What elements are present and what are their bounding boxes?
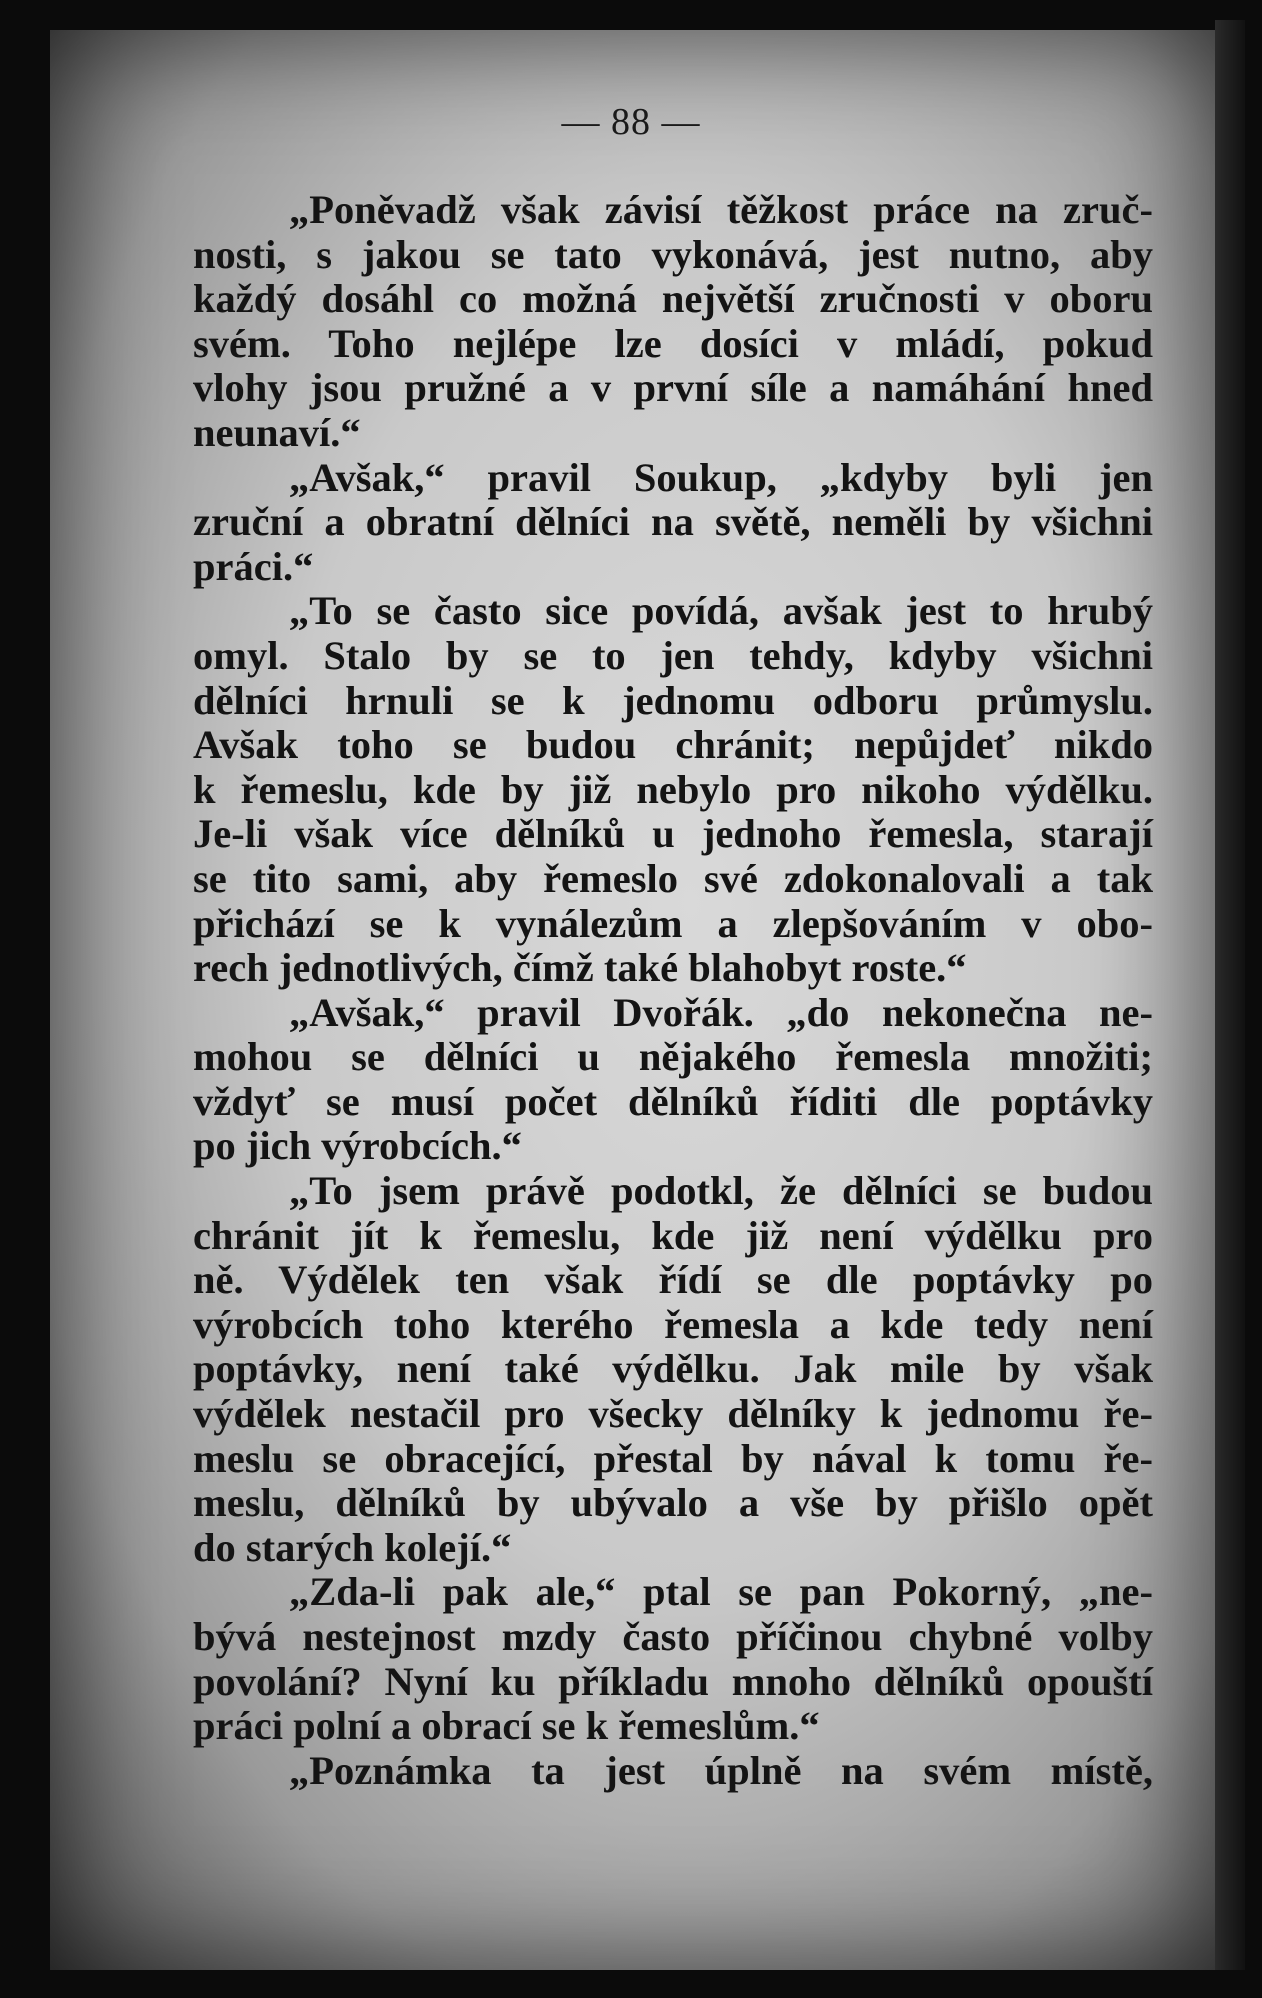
text-line: „Poněvadž však závisí těžkost práce na zruč- bbox=[289, 187, 1153, 232]
text-line: nosti, s jakou se tato vykonává, jest nutno, aby bbox=[193, 231, 1153, 277]
page-number: — 88 — bbox=[561, 101, 701, 143]
text-line: k řemeslu, kde by již nebylo pro nikoho výdělku. bbox=[193, 766, 1153, 812]
text-line: do starých kolejí.“ bbox=[193, 1524, 512, 1570]
text-line: chránit jít k řemeslu, kde již není výdělku pro bbox=[193, 1212, 1153, 1258]
text-line: každý dosáhl co možná největší zručnosti v oboru bbox=[193, 276, 1153, 322]
text-line: bývá nestejnost mzdy často příčinou chybné volby bbox=[193, 1614, 1153, 1659]
text-line: povolání? Nyní ku příkladu mnoho dělníků opouští bbox=[193, 1658, 1153, 1704]
text-line: Je-li však více dělníků u jednoho řemesla, starají bbox=[193, 811, 1153, 857]
text-line: svém. Toho nejlépe lze dosíci v mládí, pokud bbox=[193, 320, 1153, 366]
text-line: výdělek nestačil pro všecky dělníky k jednomu ře- bbox=[193, 1391, 1153, 1437]
text-line: „To jsem právě podotkl, že dělníci se budou bbox=[289, 1168, 1153, 1214]
text-line: se tito sami, aby řemeslo své zdokonalovali a tak bbox=[193, 855, 1153, 901]
text-line: „Zda-li pak ale,“ ptal se pan Pokorný, „ne- bbox=[289, 1569, 1153, 1615]
text-line: poptávky, není také výdělku. Jak mile by však bbox=[193, 1346, 1153, 1392]
text-line: vlohy jsou pružné a v první síle a namáhání hned bbox=[193, 365, 1153, 411]
body-text bbox=[193, 188, 1153, 1793]
text-line: výrobcích toho kterého řemesla a kde tedy není bbox=[193, 1301, 1153, 1347]
text-line: přichází se k vynálezům a zlepšováním v obo- bbox=[193, 900, 1153, 946]
text-line: „To se často sice povídá, avšak jest to hrubý bbox=[289, 588, 1153, 634]
text-line: zruční a obratní dělníci na světě, neměli by všichni bbox=[193, 499, 1153, 545]
text-line: „Avšak,“ pravil Dvořák. „do nekonečna ne- bbox=[289, 989, 1153, 1035]
text-line: práci polní a obrací se k řemeslům.“ bbox=[193, 1703, 820, 1749]
text-line: meslu se obracející, přestal by nával k tomu ře- bbox=[193, 1435, 1153, 1481]
text-line: mohou se dělníci u nějakého řemesla množiti; bbox=[193, 1034, 1153, 1080]
text-line: neunaví.“ bbox=[193, 409, 361, 455]
text-line: vždyť se musí počet dělníků říditi dle poptávky bbox=[193, 1078, 1153, 1124]
text-line: omyl. Stalo by se to jen tehdy, kdyby všichni bbox=[193, 632, 1153, 678]
text-line: rech jednotlivých, čímž také blahobyt roste.“ bbox=[193, 945, 967, 991]
text-line: po jich výrobcích.“ bbox=[193, 1123, 522, 1169]
text-line: dělníci hrnuli se k jednomu odboru průmyslu. bbox=[193, 677, 1153, 723]
text-line: „Poznámka ta jest úplně na svém místě, bbox=[289, 1747, 1153, 1793]
text-line: ně. Výdělek ten však řídí se dle poptávky po bbox=[193, 1257, 1153, 1303]
text-line: meslu, dělníků by ubývalo a vše by přišlo opět bbox=[193, 1480, 1153, 1526]
book-edge-shadow bbox=[1215, 20, 1245, 1970]
text-line: práci.“ bbox=[193, 543, 314, 589]
text-line: Avšak toho se budou chránit; nepůjdeť nikdo bbox=[193, 722, 1153, 768]
text-line: „Avšak,“ pravil Soukup, „kdyby byli jen bbox=[289, 454, 1153, 500]
